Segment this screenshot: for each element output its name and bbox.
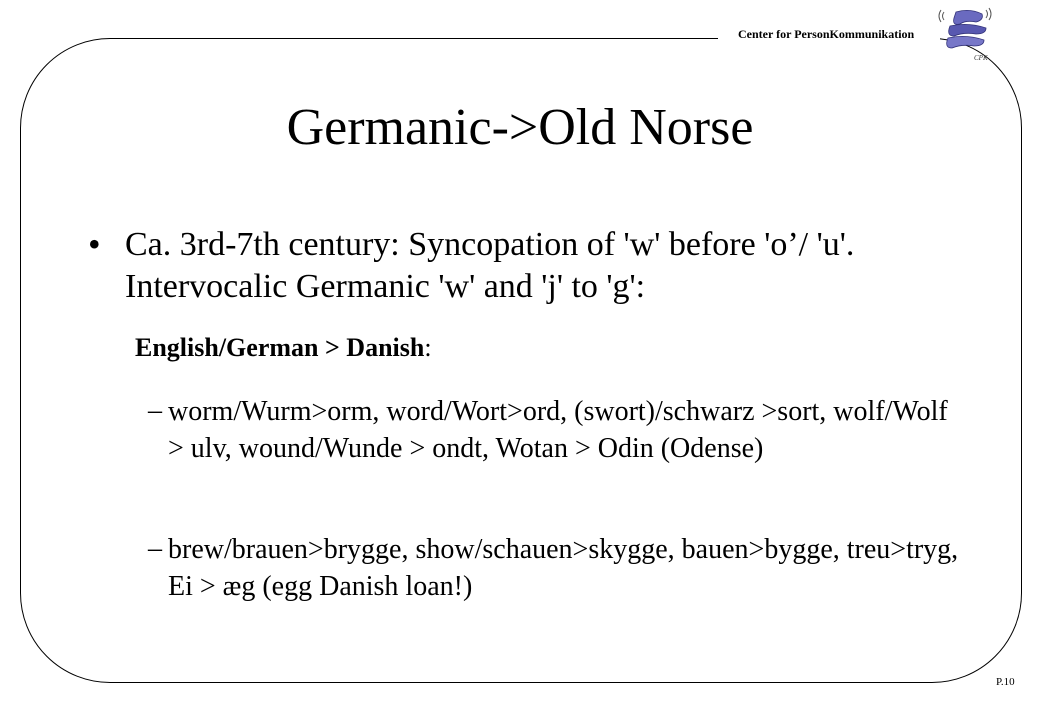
logo-caption: CPK xyxy=(974,54,988,62)
cpk-logo-icon xyxy=(936,6,998,62)
dash-icon: – xyxy=(148,533,162,564)
list-item-text: brew/brauen>brygge, show/schauen>skygge, bauen>bygge, treu>tryg, Ei > æg (egg Danish loan!) xyxy=(168,534,959,602)
page-number: P.10 xyxy=(996,676,1015,688)
bullet-text: Ca. 3rd-7th century: Syncopation of 'w' before 'o’/ 'u'. Intervocalic Germanic 'w' and 'j' to 'g': xyxy=(125,226,855,305)
organization-name: Center for PersonKommunikation xyxy=(738,27,915,41)
subheading-colon: : xyxy=(424,333,432,362)
slide-title: Germanic->Old Norse xyxy=(286,99,754,156)
subheading-bold: English/German > Danish xyxy=(135,333,425,362)
bullet-icon: • xyxy=(88,224,101,264)
dash-icon: – xyxy=(148,395,162,426)
list-item-text: worm/Wurm>orm, word/Wort>ord, (swort)/schwarz >sort, wolf/Wolf > ulv, wound/Wunde > ondt, Wotan > Odin (Odense) xyxy=(168,396,948,464)
subheading xyxy=(135,332,432,364)
